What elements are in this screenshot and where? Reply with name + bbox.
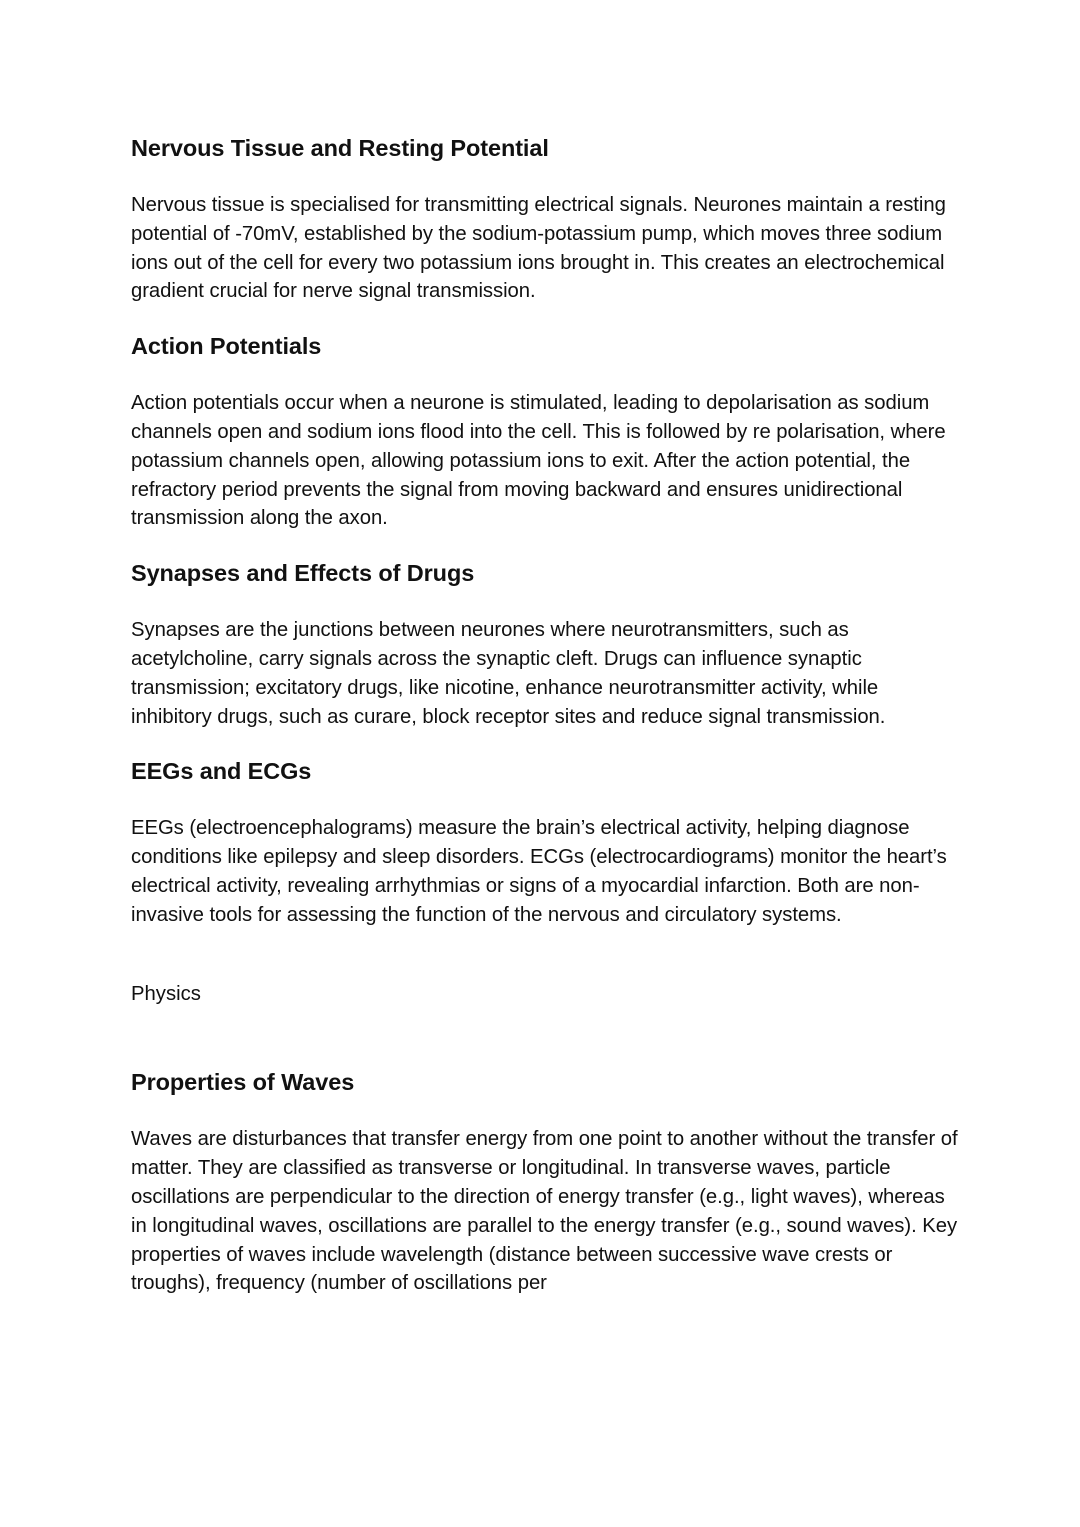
section-heading: EEGs and ECGs bbox=[131, 758, 312, 785]
section-heading: Synapses and Effects of Drugs bbox=[131, 560, 475, 587]
section-heading: Action Potentials bbox=[131, 333, 322, 360]
section-paragraph: Action potentials occur when a neurone is stimulated, leading to depolarisation as sodium channels open and sodium ions flood into the cell. This is followed by re polarisation, where potassium channels open, allowing potassium ions to exit. After the action potential, the refractory period prevents the signal from moving backward and ensures unidirectional transmission along the axon. bbox=[131, 392, 946, 530]
section-paragraph: EEGs (electroencephalograms) measure the brain’s electrical activity, helping diagnose conditions like epilepsy and sleep disorders. ECGs (electrocardiograms) monitor the heart’s electrical activity, revealing arrhythmias or signs of a myocardial infarction. Both are non-invasive tools for assessing the function of the nervous and circulatory systems. bbox=[131, 817, 947, 926]
section-properties-of-waves bbox=[131, 1066, 960, 1298]
section-synapses bbox=[131, 557, 960, 731]
section-heading: Nervous Tissue and Resting Potential bbox=[131, 135, 549, 161]
subject-label: Physics bbox=[131, 982, 201, 1005]
section-heading: Properties of Waves bbox=[131, 1069, 355, 1096]
section-eegs-ecgs bbox=[131, 755, 960, 929]
section-paragraph: Nervous tissue is specialised for transmitting electrical signals. Neurones maintain a resting potential of -70mV, established by the sodium-potassium pump, which moves three sodium ions out of the cell for every two potassium ions brought in. This creates an electrochemical gradient crucial for nerve signal transmission. bbox=[131, 194, 946, 303]
section-paragraph: Waves are disturbances that transfer energy from one point to another without the transfer of matter. They are classified as transverse or longitudinal. In transverse waves, particle oscillations are perpendicular to the direction of energy transfer (e.g., light waves), whereas in longitudinal waves, oscillations are parallel to the energy transfer (e.g., sound waves). Key properties of waves include wavelength (distance between successive wave crests or troughs), frequency (number of oscillations per bbox=[131, 1128, 958, 1295]
section-paragraph: Synapses are the junctions between neurones where neurotransmitters, such as acetylcholine, carry signals across the synaptic cleft. Drugs can influence synaptic transmission; excitatory drugs, like nicotine, enhance neurotransmitter activity, while inhibitory drugs, such as curare, block receptor sites and reduce signal transmission. bbox=[131, 619, 886, 728]
section-resting-potential bbox=[131, 132, 960, 306]
section-action-potentials bbox=[131, 330, 960, 533]
